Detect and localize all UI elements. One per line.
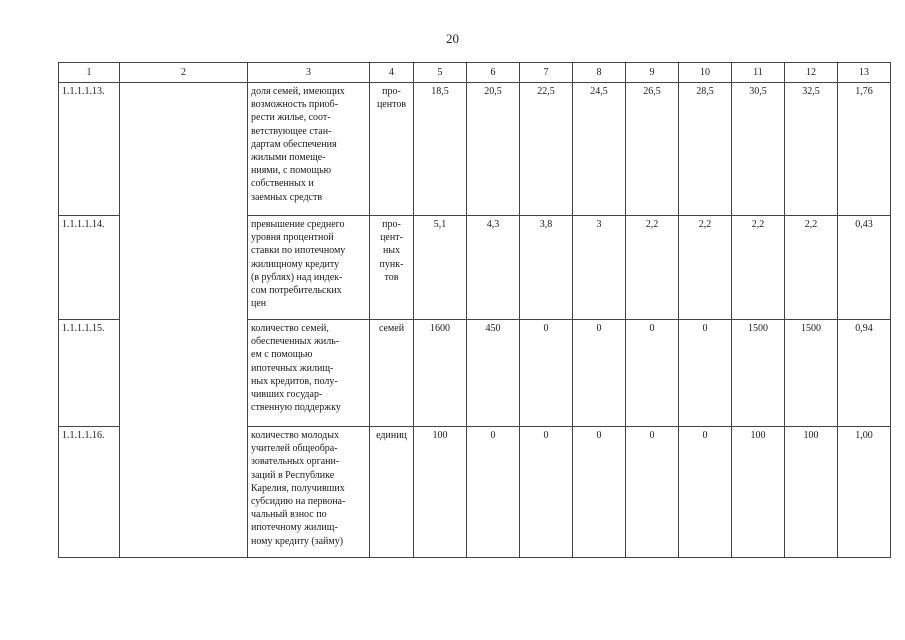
value-col-11: 1500 [732,320,785,427]
description-line: Карелия, получивших [251,482,345,494]
column-header-9: 9 [626,63,679,83]
column-header-6: 6 [467,63,520,83]
value-col-13: 1,00 [838,427,891,558]
description-line: количество семей, [251,323,329,334]
indicators-table [58,62,891,558]
column-header-4: 4 [370,63,414,83]
indicator-code: 1.1.1.1.13. [59,83,120,216]
description-line: возможность приоб- [251,99,339,111]
unit-line: семей [378,323,405,334]
description-line: ственную поддержку [251,402,341,414]
indicator-description [248,83,370,216]
description-line: заций в Республике [251,469,335,481]
unit-of-measure [370,320,414,427]
description-line: цен [251,298,267,310]
description-line: зовательных органи- [251,456,340,468]
value-col-11: 100 [732,427,785,558]
unit-line: центов [376,99,407,111]
description-line: доля семей, имеющих [251,86,345,97]
description-line: ставки по ипотечному [251,245,346,257]
value-col-13: 1,76 [838,83,891,216]
indicator-code: 1.1.1.1.16. [59,427,120,558]
value-col-8: 0 [573,427,626,558]
indicator-code: 1.1.1.1.15. [59,320,120,427]
column-header-12: 12 [785,63,838,83]
description-line: собственных и [251,178,314,190]
description-line: субсидию на первона- [251,496,346,508]
value-col-12: 100 [785,427,838,558]
column-header-1: 1 [59,63,120,83]
description-line: заемных средств [251,191,323,203]
column-header-13: 13 [838,63,891,83]
description-line: жилищному кредиту [251,258,340,270]
description-line: обеспеченных жиль- [251,336,340,348]
value-col-7: 0 [520,427,573,558]
unit-of-measure [370,83,414,216]
page-number: 20 [446,31,459,46]
description-line: рести жилье, соот- [251,112,331,124]
value-col-8: 24,5 [573,83,626,216]
value-col-11: 30,5 [732,83,785,216]
value-col-5: 18,5 [414,83,467,216]
value-col-10: 2,2 [679,216,732,320]
unit-of-measure [370,427,414,558]
value-col-7: 22,5 [520,83,573,216]
value-col-6: 0 [467,427,520,558]
description-line: чальный взнос по [251,509,327,521]
description-line: (в рублях) над индек- [251,271,343,283]
value-col-5: 100 [414,427,467,558]
value-col-6: 4,3 [467,216,520,320]
unit-line: ных [382,245,401,257]
column-header-5: 5 [414,63,467,83]
unit-line: пунк- [379,258,404,270]
description-line: уровня процентной [251,232,334,244]
unit-line: про- [382,219,401,230]
value-col-7: 3,8 [520,216,573,320]
value-col-7: 0 [520,320,573,427]
value-col-6: 450 [467,320,520,427]
value-col-9: 0 [626,320,679,427]
description-line: количество молодых [251,430,339,441]
value-col-13: 0,94 [838,320,891,427]
column-header-10: 10 [679,63,732,83]
description-line: ипотечному жилищ- [251,522,338,534]
description-line: ем с помощью [251,349,313,361]
column-header-2: 2 [120,63,248,83]
description-line: ных кредитов, полу- [251,375,338,387]
description-line: ветствующее стан- [251,125,332,137]
value-col-10: 0 [679,427,732,558]
value-col-12: 1500 [785,320,838,427]
indicator-description [248,427,370,558]
column-header-11: 11 [732,63,785,83]
description-line: жилыми помеще- [251,152,326,164]
goal-cell [120,83,248,558]
value-col-8: 0 [573,320,626,427]
column-header-8: 8 [573,63,626,83]
value-col-10: 0 [679,320,732,427]
indicator-description [248,320,370,427]
value-col-11: 2,2 [732,216,785,320]
unit-line: цент- [380,232,403,244]
description-line: ному кредиту (займу) [251,535,344,547]
value-col-8: 3 [573,216,626,320]
column-header-7: 7 [520,63,573,83]
column-header-3: 3 [248,63,370,83]
value-col-13: 0,43 [838,216,891,320]
description-line: ипотечных жилищ- [251,362,334,374]
value-col-6: 20,5 [467,83,520,216]
value-col-12: 2,2 [785,216,838,320]
value-col-12: 32,5 [785,83,838,216]
value-col-9: 0 [626,427,679,558]
value-col-5: 5,1 [414,216,467,320]
description-line: учителей общеобра- [251,443,338,455]
indicator-description [248,216,370,320]
description-line: чивших государ- [251,389,323,401]
value-col-9: 2,2 [626,216,679,320]
unit-line: единиц [376,430,407,441]
description-line: превышение среднего [251,219,345,230]
table-row [59,83,891,216]
header-row [59,63,891,83]
value-col-10: 28,5 [679,83,732,216]
description-line: ниями, с помощью [251,165,332,177]
unit-line: тов [384,271,399,283]
value-col-9: 26,5 [626,83,679,216]
value-col-5: 1600 [414,320,467,427]
description-line: сом потребительских [251,285,342,297]
unit-line: про- [382,86,401,97]
description-line: дартам обеспечения [251,138,337,150]
indicator-code: 1.1.1.1.14. [59,216,120,320]
unit-of-measure [370,216,414,320]
